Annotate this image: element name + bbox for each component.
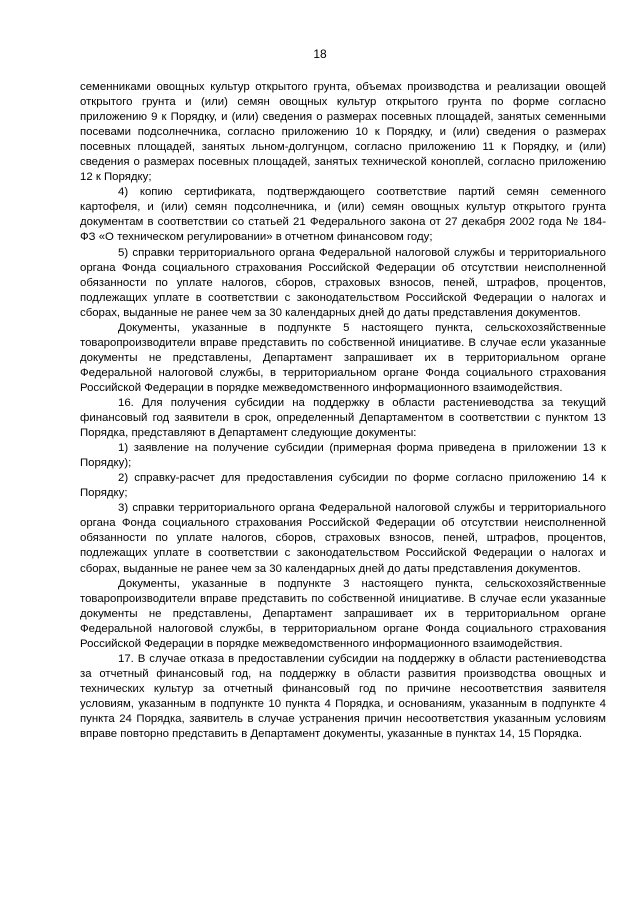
paragraph-clause-16-item-3: 3) справки территориального органа Федеральной налоговой службы и территориального органа Фонда социального страхования Российской Федерации об отсутствии неисполненной обязанности по уплате налогов, сборов, страховых взносов, пеней, штрафов, процентов, подлежащих уплате в соответствии с законодательством Российской Федерации о налогах и сборах, выданные не ранее чем за 30 календарных дней до даты представления документов. xyxy=(80,502,606,575)
page-number: 18 xyxy=(313,47,327,61)
paragraph-continuation: семенниками овощных культур открытого грунта, объемах производства и реализации овощей открытого грунта и (или) семян овощных культур открытого грунта по форме согласно приложению 9 к Порядку, и (или) сведения о размерах посевных площадей, занятых семенными посевами подсолнечника, согласно приложению 10 к Порядку, и (или) сведения о размерах посевных площадей, занятых льном-долгунцом, согласно приложению 11 к Порядку, и (или) сведения о размерах посевных площадей, занятых технической коноплей, согласно приложению 12 к Порядку; xyxy=(80,81,606,184)
paragraph-clause-16-item-2: 2) справку-расчет для предоставления субсидии по форме согласно приложению 14 к Порядку; xyxy=(80,472,606,500)
paragraph-item-4-certificate: 4) копию сертификата, подтверждающего соответствие партий семян семенного картофеля, и (или) семян подсолнечника, и (или) семян овощных культур открытого грунта документам в соответствии со статьей 21 Федерального закона от 27 декабря 2002 года № 184-ФЗ «О техническом регулировании» в отчетном финансовом году; xyxy=(80,186,606,244)
document-body xyxy=(80,80,606,742)
paragraph-clause-17: 17. В случае отказа в предоставлении субсидии на поддержку в области растениеводства за отчетный финансовый год, на поддержку в области развития производства овощных и технических культур за отчетный финансовый год по причине несоответствия заявителя условиям, указанным в подпункте 10 пункта 4 Порядка, и основаниям, указанным в подпункте 4 пункта 24 Порядка, заявитель в случае устранения причин несоответствия указанным условиям вправе повторно представить в Департамент документы, указанные в пунктах 14, 15 Порядка. xyxy=(80,652,606,741)
paragraph-clause-16: 16. Для получения субсидии на поддержку в области растениеводства за текущий финансовый год заявители в срок, определенный Департаментом в соответствии с пунктом 13 Порядка, представляют в Департамент следующие документы: xyxy=(80,396,606,440)
paragraph-documents-note-2: Документы, указанные в подпункте 3 настоящего пункта, сельскохозяйственные товаропроизводители вправе представить по собственной инициативе. В случае если указанные документы не представлены, Департамент запрашивает их в территориальном органе Федеральной налоговой службы, в территориальном органе Фонда социального страхования Российской Федерации в порядке межведомственного информационного взаимодействия. xyxy=(80,577,606,650)
paragraph-item-5-tax-certificates: 5) справки территориального органа Федеральной налоговой службы и территориального органа Фонда социального страхования Российской Федерации об отсутствии неисполненной обязанности по уплате налогов, сборов, страховых взносов, пеней, штрафов, процентов, подлежащих уплате в соответствии с законодательством Российской Федерации о налогах и сборах, выданные не ранее чем за 30 календарных дней до даты представления документов. xyxy=(80,246,606,319)
paragraph-documents-note-1: Документы, указанные в подпункте 5 настоящего пункта, сельскохозяйственные товаропроизводители вправе представить по собственной инициативе. В случае если указанные документы не представлены, Департамент запрашивает их в территориальном органе Федеральной налоговой службы, в территориальном органе Фонда социального страхования Российской Федерации в порядке межведомственного информационного взаимодействия. xyxy=(80,321,606,394)
paragraph-clause-16-item-1: 1) заявление на получение субсидии (примерная форма приведена в приложении 13 к Порядку); xyxy=(80,442,606,470)
